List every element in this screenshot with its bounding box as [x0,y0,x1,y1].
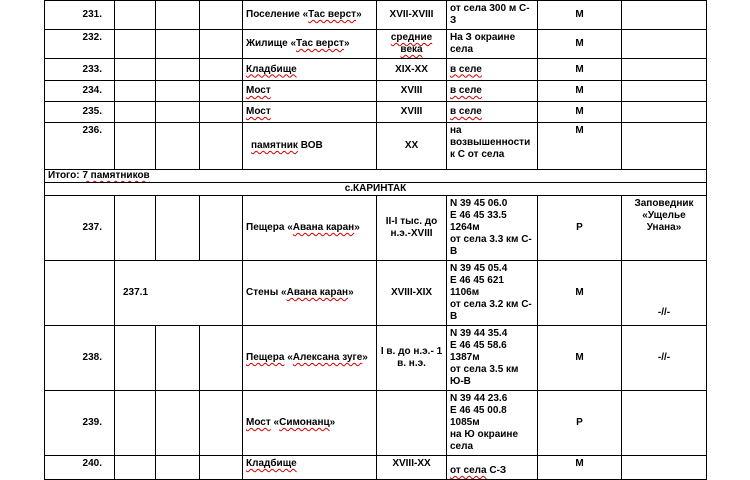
note: -//- [622,326,707,391]
note: -//- [622,261,707,326]
table-row [45,456,707,480]
category: М [538,30,622,59]
section-heading: с.КАРИНТАК [45,183,707,196]
category: Р [538,196,622,261]
row-number: 240. [45,456,115,480]
period [377,391,447,456]
location: в селе [447,102,538,123]
category: М [538,81,622,102]
table-row [45,59,707,81]
monument-name: Пещера «Авана каран» [243,196,377,261]
category: М [538,261,622,326]
row-number: 232. [45,30,115,59]
monument-name: Пещера «Алексана зуге» [243,326,377,391]
location: в селе [447,81,538,102]
row-number: 233. [45,59,115,81]
period: средние века [377,30,447,59]
coordinates: N 39 44 23.6 E 46 45 00.8 1085м на Ю окраине села [447,391,538,456]
category: М [538,123,622,170]
period: XVIII [377,102,447,123]
row-number: 234. [45,81,115,102]
table-row [45,261,707,326]
category: М [538,456,622,480]
table-row [45,391,707,456]
monument-name: Стены «Авана каран» [243,261,377,326]
monument-name: Мост «Симонанц» [243,391,377,456]
sub-number: 237.1 [115,261,243,326]
category: М [538,1,622,30]
category: М [538,102,622,123]
coordinates: N 39 44 35.4 E 46 45 58.6 1387м от села 3.5 км Ю-В [447,326,538,391]
monuments-table [44,0,707,480]
monument-name: Мост [243,102,377,123]
location: в селе [447,59,538,81]
monument-name: Кладбище [243,456,377,480]
period: I в. до н.э.- 1 в. н.э. [377,326,447,391]
category: М [538,326,622,391]
period: XIX-XX [377,59,447,81]
table-row [45,30,707,59]
location: от села С-З [447,456,538,480]
table-row [45,326,707,391]
table-row [45,123,707,170]
table-row [45,1,707,30]
period: XVIII-XIX [377,261,447,326]
row-number: 231. [45,1,115,30]
monument-name: Мост [243,81,377,102]
coordinates: N 39 45 05.4 E 46 45 621 1106м от села 3.2 км С-В [447,261,538,326]
table-row [45,81,707,102]
period: II-I тыс. до н.э.-XVIII [377,196,447,261]
row-number: 237. [45,196,115,261]
row-number: 238. [45,326,115,391]
table-row [45,183,707,196]
period: XVII-XVIII [377,1,447,30]
category: Р [538,391,622,456]
coordinates: N 39 45 06.0 E 46 45 33.5 1264м от села 3.3 км С-В [447,196,538,261]
category: М [538,59,622,81]
row-number: 239. [45,391,115,456]
note: Заповедник «Ущелье Унана» [622,196,707,261]
period: XX [377,123,447,170]
monument-name: Жилище «Тас верст» [243,30,377,59]
table-row [45,170,707,183]
monument-name: Кладбище [243,59,377,81]
row-number: 236. [45,123,115,170]
location: от села 300 м С-З [447,1,538,30]
location: на возвышенности к С от села [447,123,538,170]
monument-name: Поселение «Тас верст» [243,1,377,30]
period: XVIII-XX [377,456,447,480]
table-row [45,196,707,261]
monument-name: памятник ВОВ [243,123,377,170]
total-row: Итого: 7 памятников [45,170,707,183]
row-number: 235. [45,102,115,123]
location: На З окраине села [447,30,538,59]
period: XVIII [377,81,447,102]
table-row [45,102,707,123]
